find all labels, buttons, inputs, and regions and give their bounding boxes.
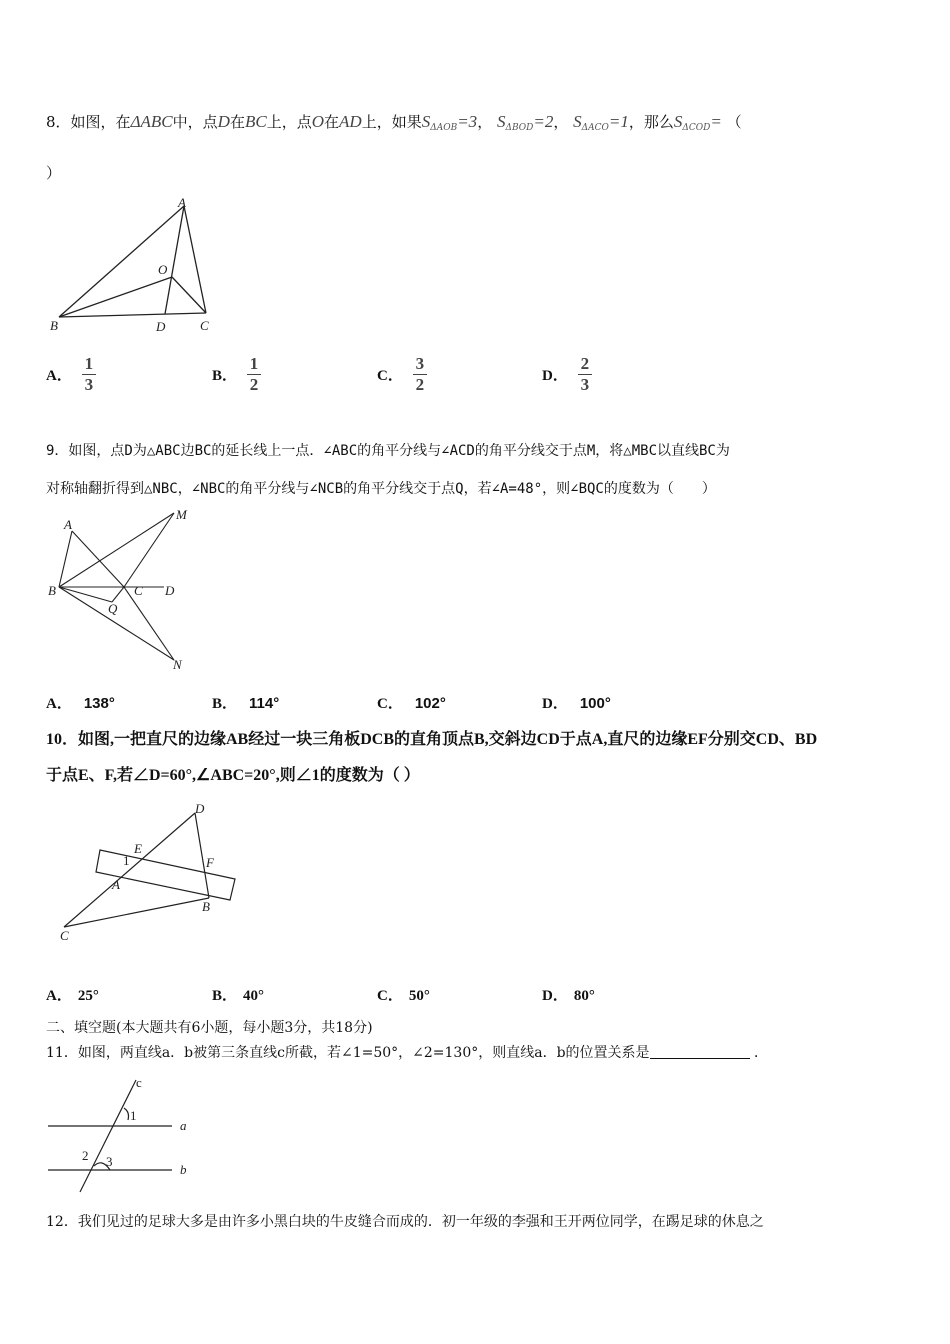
q10-option-c[interactable]: C． 50° (377, 988, 430, 1004)
q9-option-a[interactable]: A． 138° (46, 695, 115, 712)
q9-label-q: Q (108, 601, 118, 616)
q10-figure (52, 795, 247, 945)
q9-label-n: N (173, 657, 182, 672)
q9-label-b: B (48, 583, 56, 598)
q11-label-2: 2 (82, 1148, 89, 1163)
q12-stem: 12．我们见过的足球大多是由许多小黑白块的牛皮缝合而成的．初一年级的李强和王开两位同学，在踢足球的休息之 (46, 1214, 764, 1230)
q10-label-d: D (195, 801, 205, 816)
q9-label-c: C (134, 583, 143, 598)
q8-option-c[interactable]: C． $\frac{3}{2}$ (377, 355, 427, 394)
q8-figure (44, 195, 224, 340)
q11-label-1: 1 (130, 1108, 137, 1123)
q8-option-d[interactable]: D． $\frac{2}{3}$ (542, 355, 592, 394)
q9-label-m: M (176, 507, 187, 522)
q10-stem-line1: 10．如图,一把直尺的边缘AB经过一块三角板DCB的直角顶点B,交斜边CD于点A,直尺的边缘EF分别交CD、BD (46, 731, 818, 748)
q11-label-3: 3 (106, 1154, 113, 1169)
q8-label-a: A (178, 195, 186, 210)
q10-option-a[interactable]: A． 25° (46, 988, 99, 1004)
q8-label-c: C (200, 318, 209, 333)
q10-label-c: C (60, 928, 69, 943)
q10-stem-line2: 于点E、F,若∠D=60°,∠ABC=20°,则∠1的度数为（ ） (46, 767, 420, 784)
q8-stem: 8．如图，在ΔABC中，点D在BC上，点O在AD上，如果$S_{\Delta AOB}=3$， $S_{\Delta BOD}=2$， $S_{\Delta ACO}=1$，那么$S_{\Delta COD}=$ （ (46, 112, 742, 133)
q11-label-b: b (180, 1162, 187, 1177)
q10-label-e: E (134, 841, 142, 856)
q8-label-b: B (50, 318, 58, 333)
q11-stem: 11．如图，两直线a．b被第三条直线c所截，若∠1=50°，∠2=130°，则直线a．b的位置关系是 ． (46, 1045, 768, 1061)
q11-label-a: a (180, 1118, 187, 1133)
q11-answer-blank[interactable] (650, 1044, 750, 1059)
q9-figure (44, 505, 204, 675)
q10-option-b[interactable]: B． 40° (212, 988, 265, 1004)
q10-option-d[interactable]: D． 80° (542, 988, 595, 1004)
q8-label-o: O (158, 262, 168, 277)
q10-label-1: 1 (123, 853, 130, 868)
q10-label-b: B (202, 899, 210, 914)
q9-option-c[interactable]: C． 102° (377, 695, 446, 712)
q10-label-a: A (112, 877, 120, 892)
q10-label-f: F (206, 855, 214, 870)
q11-label-c: c (136, 1075, 142, 1090)
q8-option-a[interactable]: A． $\frac{1}{3}$ (46, 355, 96, 394)
q8-option-b[interactable]: B． $\frac{1}{2}$ (212, 355, 261, 394)
q9-label-d: D (165, 583, 175, 598)
q8-paren-close: ） (46, 164, 62, 182)
q9-option-d[interactable]: D． 100° (542, 695, 611, 712)
q9-option-b[interactable]: B． 114° (212, 695, 280, 712)
q9-label-a: A (64, 517, 72, 532)
q9-stem-line2: 对称轴翻折得到△NBC，∠NBC的角平分线与∠NCB的角平分线交于点Q，若∠A=48°，则∠BQC的度数为（ ） (46, 481, 716, 497)
section-2-title: 二、填空题(本大题共有6小题，每小题3分，共18分) (46, 1020, 373, 1036)
q9-stem-line1: 9．如图，点D为△ABC边BC的延长线上一点．∠ABC的角平分线与∠ACD的角平分线交于点M，将△MBC以直线BC为 (46, 443, 730, 459)
q11-figure (44, 1072, 204, 1197)
q8-label-d: D (156, 319, 166, 334)
